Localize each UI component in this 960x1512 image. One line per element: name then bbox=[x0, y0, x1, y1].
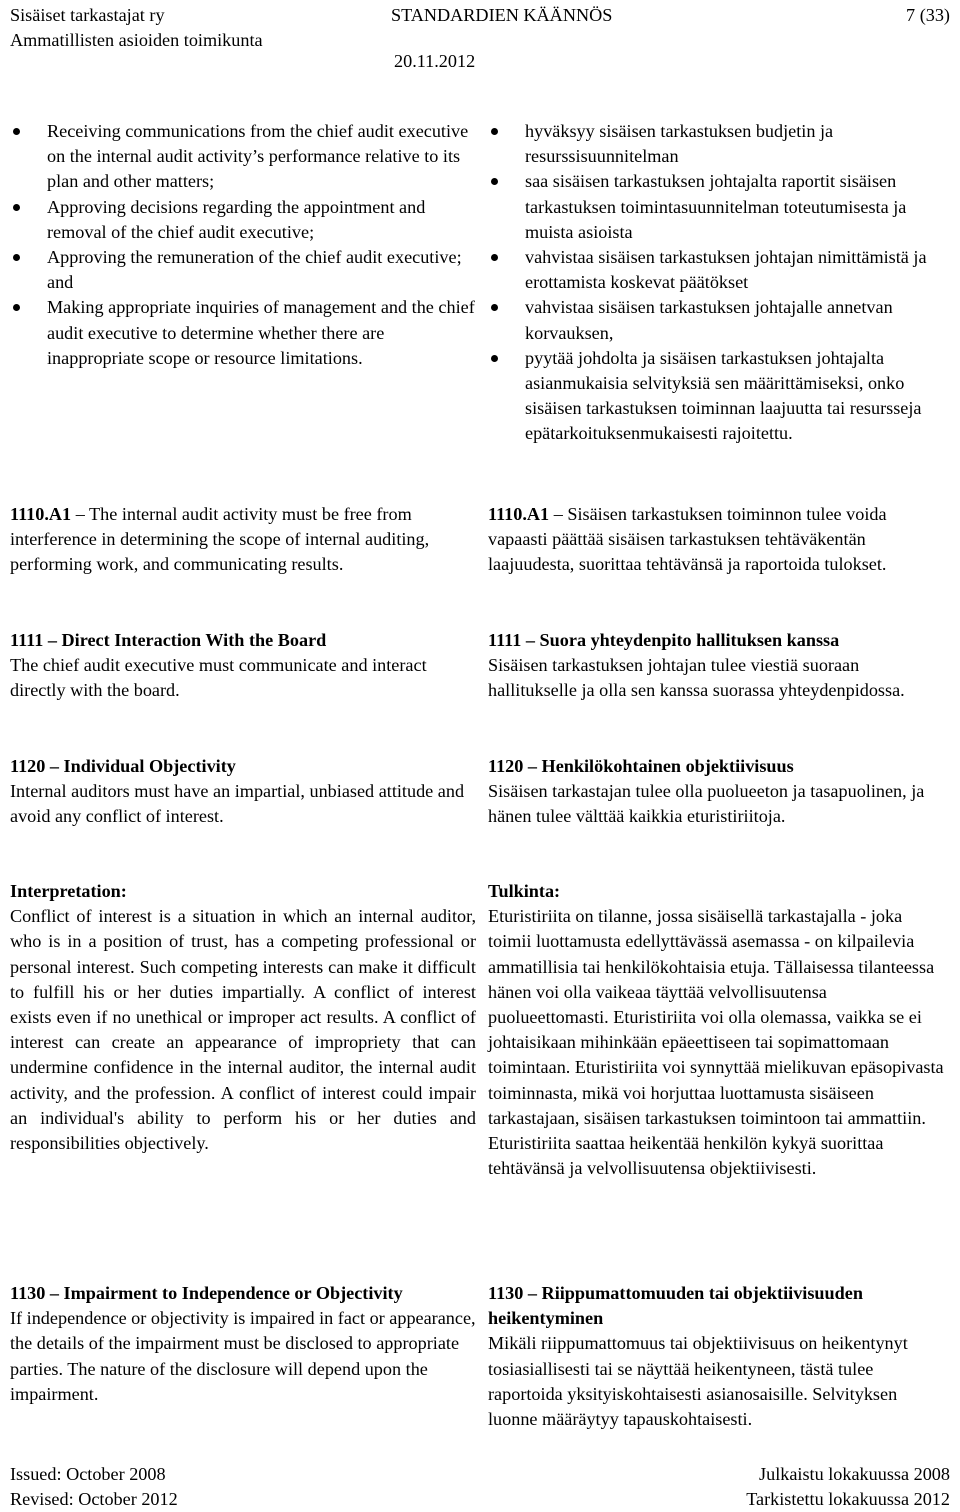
bullet-icon bbox=[13, 204, 20, 211]
bullet-icon bbox=[13, 304, 20, 311]
section-text: – Sisäisen tarkastuksen toiminnon tulee voida vapaasti päättää sisäisen tarkastuksen tehtäväkentän laajuudesta, suorittaa tehtävänsä ja raportoida tulokset. bbox=[488, 504, 887, 575]
section-heading: 1120 – Individual Objectivity bbox=[10, 756, 236, 776]
bullet-icon bbox=[491, 254, 498, 261]
section-1110-a1 bbox=[10, 502, 476, 578]
section-heading: Tulkinta: bbox=[488, 881, 561, 901]
section-1111 bbox=[10, 628, 476, 704]
section-text: – The internal audit activity must be free from interference in determining the scope of internal auditing, performing work, and communicating results. bbox=[10, 504, 430, 575]
interpretation-section bbox=[488, 879, 950, 1181]
document-date: 20.11.2012 bbox=[394, 51, 476, 71]
section-text: Internal auditors must have an impartial, unbiased attitude and avoid any conflict of interest. bbox=[10, 781, 465, 827]
revised-date: Tarkistettu lokakuussa 2012 bbox=[746, 1489, 950, 1510]
section-text: Sisäisen tarkastuksen johtajan tulee viestiä suoraan hallitukselle ja olla sen kanssa suorassa yhteydenpidossa. bbox=[488, 655, 905, 701]
list-item: vahvistaa sisäisen tarkastuksen johtajalle annetvan korvauksen, bbox=[488, 295, 950, 345]
section-1110-a1 bbox=[488, 502, 950, 578]
section-heading: 1111 – Direct Interaction With the Board bbox=[10, 630, 327, 650]
section-heading: 1130 – Impairment to Independence or Objectivity bbox=[10, 1283, 403, 1303]
section-1130 bbox=[10, 1281, 476, 1407]
section-text: Eturistiriita on tilanne, jossa sisäisellä tarkastajalla - joka toimii luottamusta edellyttävässä asemassa - on kilpailevia ammatillisia tai henkilökohtaisia etuja. Tällaisessa tilanteessa hänen voi olla vaikeaa täyttää velvollisuutensa puolueettomasti. Eturistiriita voi olla olemassa, vaikka se ei johtaisikaan mihinkään epäeettiseen tai sopimattomaan toimintaan. Eturistiriita voi synnyttää mielikuvan epäsopivasta toiminnasta, mikä voi horjuttaa luottamusta sisäiseen tarkastajaan, sisäisen tarkastuksen toimintoon tai ammattiin. Eturistiriita saattaa heikentää henkilön kykyä suorittaa tehtävänsä ja velvollisuutensa objektiivisesti. bbox=[488, 906, 944, 1179]
section-text: If independence or objectivity is impaired in fact or appearance, the details of the impairment must be disclosed to appropriate parties. The nature of the disclosure will depend upon the impairment. bbox=[10, 1308, 476, 1404]
list-item: Approving decisions regarding the appointment and removal of the chief audit executive; bbox=[10, 195, 476, 245]
bullet-icon bbox=[491, 178, 498, 185]
section-text: Sisäisen tarkastajan tulee olla puolueeton ja tasapuolinen, ja hänen tulee välttää kaikkia eturistiriitoja. bbox=[488, 781, 925, 827]
section-1120 bbox=[488, 754, 950, 830]
page-header bbox=[0, 3, 960, 73]
finnish-bullet-list bbox=[488, 119, 950, 447]
list-item: vahvistaa sisäisen tarkastuksen johtajan nimittämistä ja erottamista koskevat päätökset bbox=[488, 245, 950, 295]
page-number: 7 (33) bbox=[906, 5, 950, 25]
organization-name: Sisäiset tarkastajat ry bbox=[10, 5, 165, 25]
section-1111 bbox=[488, 628, 950, 704]
page-footer bbox=[0, 1462, 960, 1510]
issued-date: Julkaistu lokakuussa 2008 bbox=[759, 1464, 950, 1484]
list-item: Making appropriate inquiries of management and the chief audit executive to determine whether there are inappropriate scope or resource limitations. bbox=[10, 295, 476, 371]
section-number: 1110.A1 bbox=[488, 504, 550, 524]
list-item: Approving the remuneration of the chief audit executive; and bbox=[10, 245, 476, 295]
section-heading: 1120 – Henkilökohtainen objektiivisuus bbox=[488, 756, 794, 776]
section-number: 1110.A1 bbox=[10, 504, 72, 524]
bullet-icon bbox=[13, 128, 20, 135]
document-title: STANDARDIEN KÄÄNNÖS bbox=[391, 5, 613, 25]
english-bullet-list bbox=[10, 119, 476, 371]
list-item: hyväksyy sisäisen tarkastuksen budjetin ja resurssisuunnitelman bbox=[488, 119, 950, 169]
section-text: Conflict of interest is a situation in which an internal auditor, who is in a position of trust, has a competing professional or personal interest. Such competing interests can make it difficult to fulfill his or her duties impartially. A conflict of interest exists even if no unethical or improper act results. A conflict of interest can create an appearance of impropriety that can undermine confidence in the internal auditor, the internal audit activity, and the profession. A conflict of interest could impair an individual's ability to perform his or her duties and responsibilities objectively. bbox=[10, 906, 476, 1154]
section-heading: 1111 – Suora yhteydenpito hallituksen kanssa bbox=[488, 630, 840, 650]
revised-date: Revised: October 2012 bbox=[10, 1489, 178, 1510]
interpretation-section bbox=[10, 879, 476, 1156]
list-item: pyytää johdolta ja sisäisen tarkastuksen johtajalta asianmukaisia selvityksiä sen määrittämiseksi, onko sisäisen tarkastuksen toiminnan laajuutta tai resursseja epätarkoituksenmukaisesti rajoitettu. bbox=[488, 346, 950, 447]
list-item: saa sisäisen tarkastuksen johtajalta raportit sisäisen tarkastuksen toimintasuunnitelman toteutumisesta ja muista asioista bbox=[488, 169, 950, 245]
section-1130 bbox=[488, 1281, 950, 1432]
section-text: The chief audit executive must communicate and interact directly with the board. bbox=[10, 655, 427, 701]
list-item: Receiving communications from the chief audit executive on the internal audit activity’s performance relative to its plan and other matters; bbox=[10, 119, 476, 195]
section-1120 bbox=[10, 754, 476, 830]
bullet-icon bbox=[13, 254, 20, 261]
committee-name: Ammatillisten asioiden toimikunta bbox=[10, 30, 263, 51]
bullet-icon bbox=[491, 128, 498, 135]
section-heading: Interpretation: bbox=[10, 881, 127, 901]
bullet-icon bbox=[491, 355, 498, 362]
section-heading: 1130 – Riippumattomuuden tai objektiivisuuden heikentyminen bbox=[488, 1283, 863, 1329]
header-organization bbox=[10, 3, 263, 53]
bullet-icon bbox=[491, 304, 498, 311]
section-text: Mikäli riippumattomuus tai objektiivisuus on heikentynyt tosiasiallisesti tai se näyttää heikentyneen, tästä tulee raportoida yksityiskohtaisesti asianosaisille. Selvityksen luonne määräytyy tapauskohtaisesti. bbox=[488, 1333, 908, 1430]
issued-date: Issued: October 2008 bbox=[10, 1464, 166, 1484]
